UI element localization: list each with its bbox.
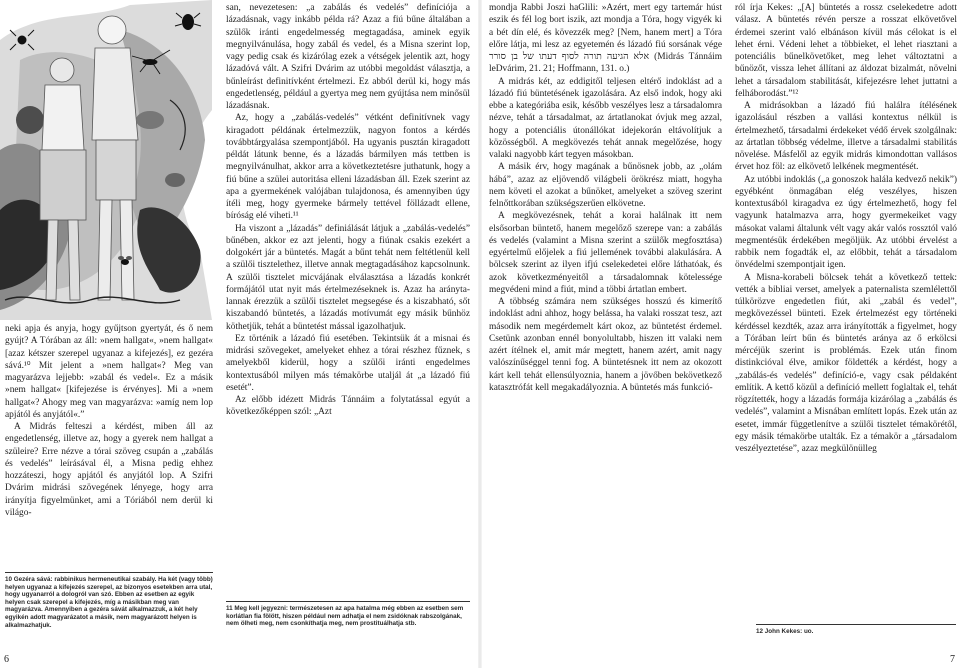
paragraph: neki apja és anyja, hogy gyűjtson gyertyát, és ő nem gyújt? A Tórában az áll: »nem hallgat«, »nem hallgat« [azaz kétszer szerepel ugyanaz a kifejezés], ez gezéra sává.¹⁰ Mit jelent a »nem hallgat«? Meg van magyarázva lejjebb: »zabál és vedel«. Ez a másik »nem hallgat« [kifejezése is érvényes]. Mi a »nem hallgat«? Ahogy meg van magyarázva: »amíg nem lop apjától és anyjától«.” (5, 324, 213, 420)
paragraph: A megkövezésnek, tehát a korai halálnak itt nem elsősorban büntető, hanem megelőző szerepe van: a zabálás és vedelés (valamint a Misna szerint a szülők megfosztása) egyértelmű előjelek a fiú jellemének további alakulására. A bölcsek szerint az ilyen ifjú cselekedetei előre láthatóak, és azok következményeitől a társadalomnak kötelessége megvédeni mind a fiút, mind a többi ártatlan embert. (489, 211, 722, 295)
footnote-rule (226, 601, 470, 602)
paragraph: A többség számára nem szükséges hosszú és kimerítő indoklást adni ahhoz, hogy belássa, ha valaki rosszat tesz, azt második nem megérdemelt kárt okoz, az büntetést érdemel. Csetünk azonban ennél bonyolultabb, hiszen itt valaki nem azért ítélnek el, amit már megtett, hanem azért, amit nagy valószínűséggel tenni fog. A büntetésnek itt nem az okozott kárt kell tehát ellensúlyoznia, hanem a jövőben bekövetkező katasztrófát kell megakadályoznia. A büntetés más funkció- (489, 297, 722, 393)
footnote-10: 10 Gezéra sává: rabbinikus hermeneutikai szabály. Ha két (vagy több) helyen ugyanaz a kifejezés szerepel, az bizonyos esetekben arra utal, hogy ugyanarról a dologról van szó. Ebben az esetben az egyik helyen csak szerepel a kifejezés, míg a másikban meg van magyarázva. Amennyiben a gezéra sávát alkalmazzuk, a két hely egyikén adott magyarázatot a másik, nem magyarázott helyen is alkalmazhatjuk. (5, 576, 213, 629)
paragraph: ról írja Kekes: „[A] büntetés a rossz cselekedetre adott válasz. A büntetés révén persze a rosszat elkövetővel érdemei szerint való elbánáson kívül más célokat is el lehet érni. Védeni lehet a többieket, el lehet riasztani a potenciális bűnelkövetőket, meg lehet változtatni a bűnözőt, vissza lehet állítani az áldozat bizalmát, növelni lehet a társadalom stabilitását, kifejezésre lehet juttatni a felháborodást.”¹² (735, 3, 957, 99)
left-page-column-1 (5, 323, 213, 519)
paragraph: A midrás két, az eddigitől teljesen eltérő indoklást ad a lázadó fiú büntetésének igazolására. Az első indok, hogy aki ebbe a kategóriába esik, később veszélyes lesz a társadalomra nézve, tehát a társadalmat, az ártatlanokat óvjuk meg azzal, hogy a potenciális útonállókat idejekorán eltávolítjuk a közösségből. A megkövezés tehát annak megelőzése, hogy valaki nagyobb kárt tegyen másokban. (489, 76, 722, 160)
right-page-column-1 (489, 2, 722, 394)
paragraph: A midrásokban a lázadó fiú halálra ítélésének igazolásául részben a vallási kontextus nélkül is értelmezhető, társadalmi érdekeket védő érvek szolgálnak: az ártatlan többség védelme, illetve a társadalmi stabilitás növelése. Másfelől az egyik midrás kimondottan vallásos érvet hoz föl: az elkövető lelkének megmentését. (735, 101, 957, 173)
collage-illustration (0, 0, 212, 320)
footnote-rule (756, 624, 956, 625)
paragraph: Az utóbbi indoklás („a gonoszok halála kedvező nekik”) egyébként önmagában elég veszélyes, hiszen kontextusából kiragadva ez úgy értelmezhető, hogy fel vagyunk hatalmazva arra, hogy gyermekeiket vagy másokat valami általunk vélt vagy akár valós rossztól való megmentésük érdekében megöljük. Az utóbbi érvelést a rabbik nem fogadták el, az előbbit, tehát a társadalom önvédelmi szempontjait igen. (735, 174, 957, 271)
paragraph: mondja Rabbi Joszi haGlili: »Azért, mert egy tartemár húst eszik és fél log bort iszik, azt mondja a Tóra, hogy vigyék ki a bét dín elé, és kövezzék meg? [Nem, hanem mert] a Tóra előre látja, mi lesz az egyetemén és lázadó fiú sorsának vége אלא הגיעה תורה לסוף דעתו של בן סורר (Midrás Tánnáim leDvárim, 21. 21; Hoffmann, 131. o.) (489, 3, 723, 75)
footnote-11: 11 Meg kell jegyezni: természetesen az apa hatalma még ebben az esetben sem korlátlan fia fölött, hiszen például nem adhatja el nem zsidóknak rabszolgának, nem ölheti meg, nem csonkíthatja meg, nem prostituálhatja stb. (226, 605, 464, 628)
footnote-rule (5, 572, 213, 573)
page-number-right: 7 (950, 654, 955, 665)
paragraph: A Midrás felteszi a kérdést, miben áll az engedetlenség, illetve az, hogy a gyerek nem hallgat a szüleire? Erre nézve a tórai szöveg csupán a „zabálás és vedelés” leírásával él, a Misna pedig ehhez hozzáteszi, hogy apjától és anyjától lop. A Szifri Dvárim midrási szövegének lényege, hogy arra irányítja figyelmünket, ami a Tóriából nem derül ki világo- (5, 422, 213, 518)
paragraph: Az előbb idézett Midrás Tánnáim a folytatással egyút a következőképpen szól: „Azt (226, 395, 470, 418)
paragraph: A másik érv, hogy magának a bűnösnek jobb, az „olám hábá”, azaz az eljövendő világbeli örökrész miatt, hogyha nem követi el azokat a bűnöket, amelyeket a szöveg szerint felnőttkorában szükségszerűen elkövetne. (489, 162, 722, 209)
paragraph: A Misna-korabeli bölcsek tehát a következő tettek: vették a bibliai verset, amelyek a paternalista szemlélettől túlkörözve engedetlen fiút, aki „zabál és vedel”, megkövezéssel bünteti. Ezek értelmezést egy történeki kérdéssel kezdték, azaz arra irányították a figyelmet, hogy a Tórában leírt bűn és büntetés aránya az ő erkölcsi mércéjük szerint is problémás. Ezek után finom distinkcióval élve, amikor földették a kérdést, hogy a „zabálás-és vedelés” definíció-e, vagy csak példaként említik. A kettő közül a definíció mellett foglaltak el, tehát rögzítették, hogy a lázadás formája kizárólag a „zabálás és vedelés”, valamint a Misnában említett lopás. Ezek után az esetet, immár függetlenítve a szülői tisztelet témakörétől, egy másik témakörbe utalták. Ez a témakör a „társadalom veszélyeztetése”, azaz megkülönülleg (735, 272, 957, 454)
book-gutter (478, 0, 482, 668)
paragraph: Az, hogy a „zabálás-vedelés” vétként definitívnek vagy kiragadott példának értelmezzük, nagyon fontos a kérdés továbbtárgyalása szempontjából. Ha ugyanis pusztán kiragadott példát látunk benne, és a lázadás bármilyen más tettben is megnyilvánulhat, akkor arra a következtetésre juthatunk, hogy a fiú bűne a szülei autoritása elleni lázadásban áll. Ezek szerint az apa a gyermekének valójában tulajdonosa, és amennyiben úgy ítéli meg, hogy gyermeke bármely tettével föllázadt ellene, bíróság elé viheti.¹¹ (226, 113, 470, 222)
paragraph: Ez történik a lázadó fiú esetében. Tekintsük át a misnai és midrási szövegeket, amelyeket ehhez a tórai részhez fűznek, s amelyekből kiderül, hogy a szülői iránti engedelmes kontextusából milyen más témakörbe utaljál át „a lázadó fiú esetét”. (226, 333, 470, 393)
paragraph: san, nevezetesen: „a zabálás és vedelés” definíciója a lázadásnak, vagy inkább példa rá? Azaz a fiú bűne általában a szülők iránti engedelmesség megtagadása, aminek egyik megnyilvánulása, hogy zabál és vedel, és a Misna szerint lop, vagy pedig csak és kizárólag ezek a vétségek jelentik azt, hogy lázadóvá vált. A Szifri Dvárim az utóbbi megoldást választja, a bűnleírást definitívként értelmezi. Ez abból derül ki, hogy más engedetlenség, például a gyertya meg nem gyújtása nem minősül lázadásnak. (226, 3, 470, 111)
page-number-left: 6 (4, 654, 9, 665)
left-page-column-2 (226, 2, 470, 419)
right-page-column-2 (735, 2, 957, 455)
paragraph: Ha viszont a „lázadás” definiálását látjuk a „zabálás-vedelés” bűnében, akkor ez azt jelenti, hogy a fiúnak csakis ezekért a dolgokért jár a büntetés. Magát a bűnt tehát nem feltétlenül kell a szülői tisztelethez, illetve annak megtagadásához kapcsolnunk. A szülői tisztelet micvájának elválasztása a lázadás konkrét formájától utat nyit más értelmezéseknek is. Azaz ha aránytalannak érezzük a szülői tisztelet megsegése és a kiszabható, sőt kiszabandó büntetés, a lázadás motívumát egy másik bűnhöz köthetjük, tehát a büntetést mással igazolhatjuk. (226, 223, 470, 332)
footnote-12: 12 John Kekes: uo. (756, 628, 814, 635)
